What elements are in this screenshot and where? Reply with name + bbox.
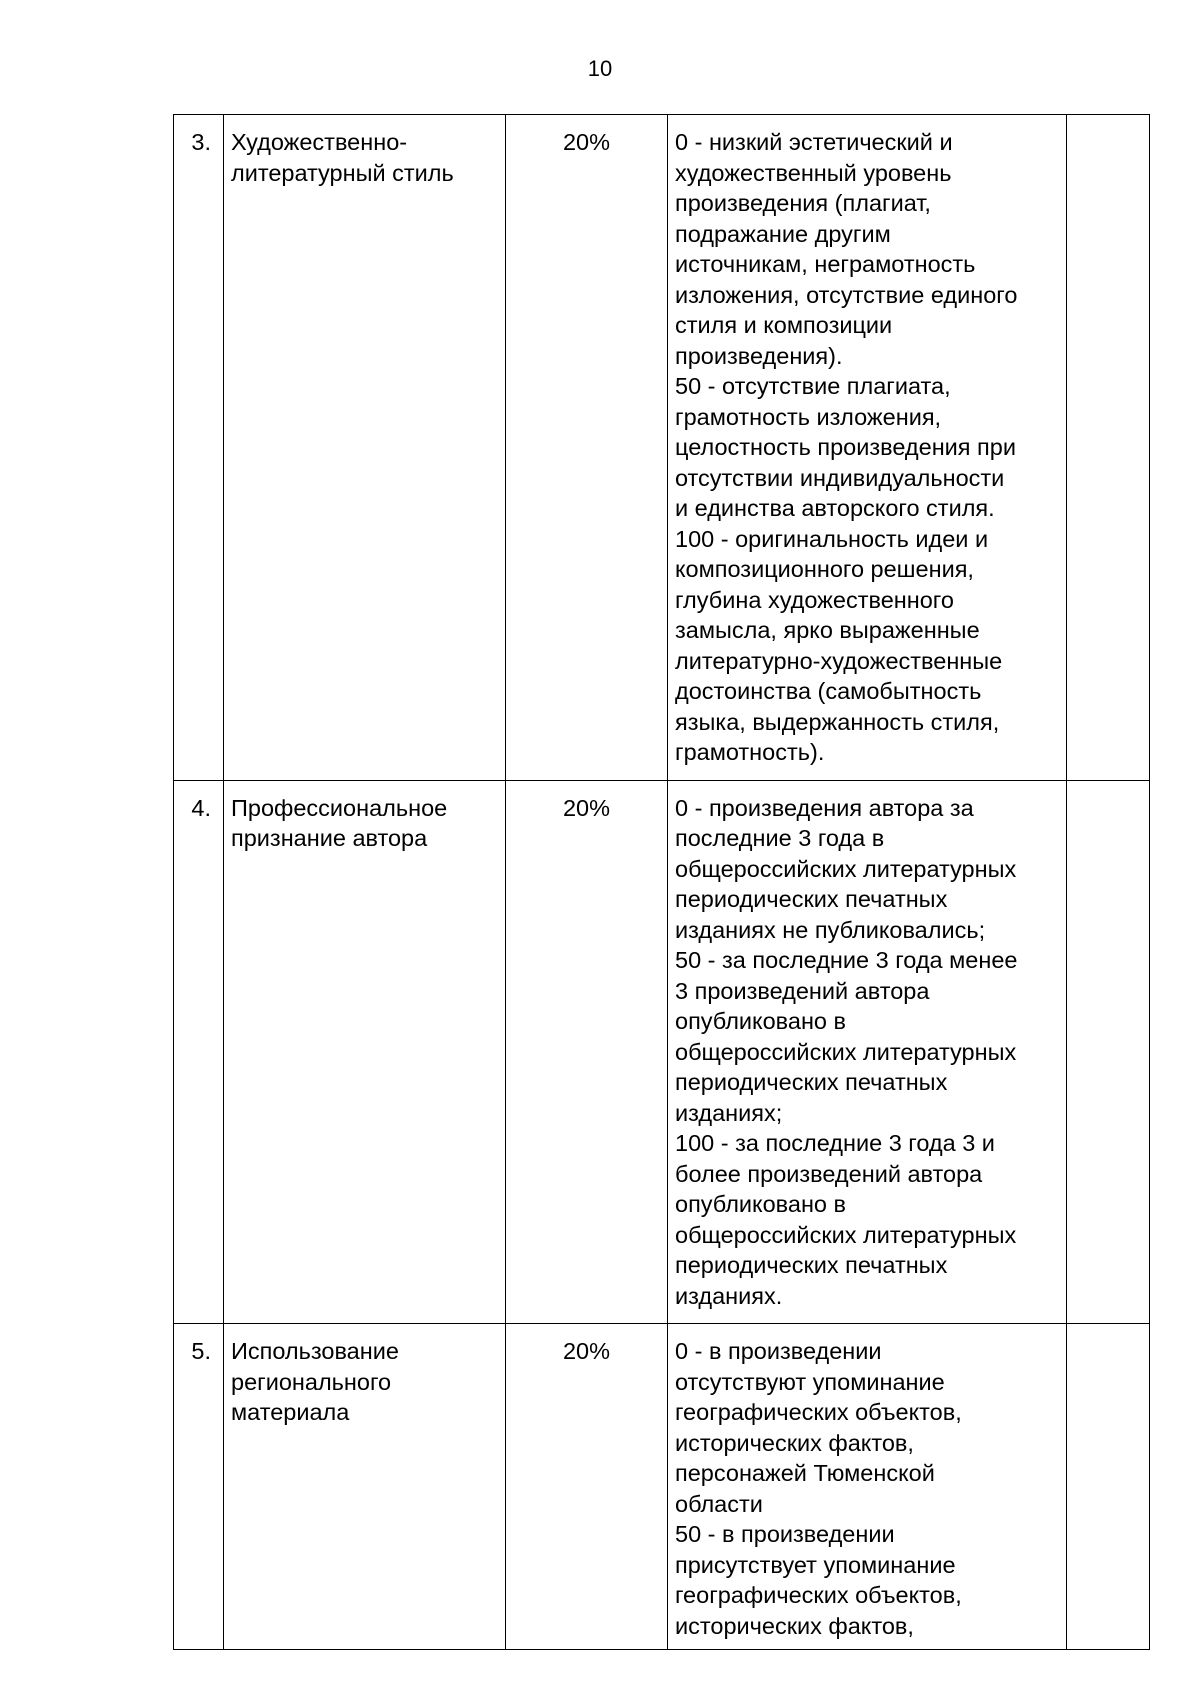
criterion-description-line: исторических фактов, [675,1612,914,1639]
criterion-name-line: Использование [231,1338,399,1364]
criterion-name [224,780,506,1324]
criterion-description-line: целостность произведения при [675,434,1016,460]
criterion-description-line: 50 - отсутствие плагиата, [675,373,951,399]
criterion-description-line: изданиях; [675,1099,783,1126]
criterion-description-line: более произведений автора [675,1160,983,1187]
criterion-description-line: области [675,1490,763,1517]
criterion-description-line: 100 - оригинальность идеи и [675,525,989,552]
criterion-description-line: опубликовано в [675,1008,847,1034]
criterion-description-line: исторических фактов, [675,1429,914,1456]
criterion-description-line: общероссийских литературных [675,1038,1017,1065]
criterion-description-line: общероссийских литературных [675,855,1017,882]
criterion-description [668,1324,1067,1650]
page-number: 10 [587,56,613,81]
criterion-weight: 20% [506,780,668,1324]
row-number: 5. [174,1324,224,1650]
criteria-table [173,114,1150,1650]
criterion-description-line: изданиях. [675,1282,783,1309]
criterion-description-line: географических объектов, [675,1582,962,1608]
criterion-name-line: признание автора [231,825,428,851]
criterion-description-line: общероссийских литературных [675,1221,1017,1248]
criterion-description-line: произведения). [675,342,843,369]
criterion-description-line: присутствует упоминание [675,1551,956,1578]
criterion-description-line: замысла, ярко выраженные [675,617,980,643]
table-row [174,1324,1150,1650]
criterion-weight: 20% [506,115,668,781]
criterion-description-line: изложения, отсутствие единого [675,281,1018,308]
criterion-description-line: языка, выдержанность стиля, [675,708,1000,735]
criterion-description-line: 0 - в произведении [675,1338,882,1364]
criterion-description-line: географических объектов, [675,1399,962,1425]
criterion-description-line: и единства авторского стиля. [675,495,995,521]
criterion-name-line: регионального [231,1368,392,1395]
criterion-name [224,1324,506,1650]
criterion-description-line: 50 - за последние 3 года менее [675,947,1018,973]
criterion-name-line: Профессиональное [231,794,448,821]
criterion-description-line: произведения (плагиат, [675,190,931,216]
criterion-description-line: отсутствуют упоминание [675,1368,945,1395]
row-number: 4. [174,780,224,1324]
criterion-description-line: персонажей Тюменской [675,1460,935,1486]
criterion-description-line: подражание другим [675,220,891,247]
criterion-description-line: грамотность изложения, [675,403,942,430]
criterion-description-line: опубликовано в [675,1191,847,1217]
criterion-description-line: отсутствии индивидуальности [675,464,1005,491]
criterion-score-cell [1067,780,1150,1324]
criterion-description-line: периодических печатных [675,1252,948,1278]
criterion-description [668,780,1067,1324]
criterion-description-line: литературно-художественные [675,647,1003,674]
criterion-description-line: глубина художественного [675,586,954,613]
criterion-description-line: 3 произведений автора [675,977,930,1004]
criterion-description-line: периодических печатных [675,886,948,912]
criterion-description-line: 0 - произведения автора за [675,794,974,821]
criterion-description-line: грамотность). [675,739,825,765]
criterion-description-line: композиционного решения, [675,556,974,582]
criterion-description-line: стиля и композиции [675,312,893,338]
criterion-description-line: 100 - за последние 3 года 3 и [675,1130,995,1156]
row-number: 3. [174,115,224,781]
criterion-score-cell [1067,1324,1150,1650]
table-row [174,115,1150,781]
criterion-description-line: источникам, неграмотность [675,251,976,277]
criterion-description-line: изданиях не публиковались; [675,916,986,943]
criterion-description-line: последние 3 года в [675,825,885,851]
criterion-description-line: художественный уровень [675,159,952,186]
criterion-weight: 20% [506,1324,668,1650]
criterion-name-line: материала [231,1399,350,1425]
criterion-name [224,115,506,781]
criterion-description-line: периодических печатных [675,1069,948,1095]
criterion-description [668,115,1067,781]
criterion-description-line: достоинства (самобытность [675,678,982,704]
criterion-description-line: 0 - низкий эстетический и [675,129,953,155]
table-row [174,780,1150,1324]
criterion-score-cell [1067,115,1150,781]
criterion-description-line: 50 - в произведении [675,1521,895,1547]
criterion-name-line: литературный стиль [231,159,454,186]
criterion-name-line: Художественно- [231,129,408,155]
